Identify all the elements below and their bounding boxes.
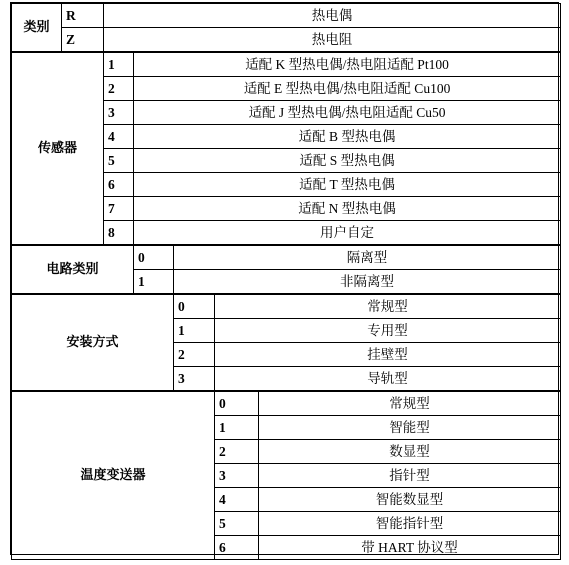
code-cell: 4 [104,125,134,149]
description-cell: 适配 S 型热电偶 [134,149,561,173]
code-cell: 1 [174,319,215,343]
description-cell: 导轨型 [215,367,561,392]
code-cell: R [62,4,104,28]
code-cell: 3 [104,101,134,125]
description-cell: 挂壁型 [215,343,561,367]
description-cell: 常规型 [259,391,561,416]
code-cell: 7 [104,197,134,221]
section-label-installation: 安装方式 [12,294,174,391]
table-row [12,52,561,77]
section-label-category: 类别 [12,4,62,53]
code-cell: 2 [174,343,215,367]
code-cell: 3 [215,464,259,488]
section-label-sensor: 传感器 [12,52,104,245]
description-cell: 常规型 [215,294,561,319]
description-cell: 适配 T 型热电偶 [134,173,561,197]
description-cell: 热电偶 [104,4,561,28]
description-cell: 智能型 [259,416,561,440]
description-cell: 隔离型 [174,245,561,270]
code-cell: 5 [104,149,134,173]
description-cell: 指针型 [259,464,561,488]
description-cell: 非隔离型 [174,270,561,295]
code-cell: 1 [104,52,134,77]
description-cell: 数显型 [259,440,561,464]
description-cell: 适配 J 型热电偶/热电阻适配 Cu50 [134,101,561,125]
description-cell: 智能数显型 [259,488,561,512]
table-row [12,28,561,53]
description-cell: 适配 E 型热电偶/热电阻适配 Cu100 [134,77,561,101]
code-cell: 0 [174,294,215,319]
description-cell: 热电阻 [104,28,561,53]
code-cell: Z [62,28,104,53]
description-cell: 适配 B 型热电偶 [134,125,561,149]
code-cell: 2 [104,77,134,101]
description-cell: 适配 K 型热电偶/热电阻适配 Pt100 [134,52,561,77]
description-cell: 适配 N 型热电偶 [134,197,561,221]
model-code-table-frame [10,2,559,555]
code-cell: 0 [215,391,259,416]
code-cell: 5 [215,512,259,536]
code-cell: 8 [104,221,134,246]
table-row [12,4,561,28]
code-cell: 2 [215,440,259,464]
description-cell: 用户自定 [134,221,561,246]
code-cell: 1 [134,270,174,295]
description-cell: 智能指针型 [259,512,561,536]
code-cell: 4 [215,488,259,512]
description-cell: 带 HART 协议型 [259,536,561,560]
description-cell: 专用型 [215,319,561,343]
section-label-temperature-transmitter: 温度变送器 [12,391,215,560]
section-label-circuit-type: 电路类别 [12,245,134,294]
model-code-table [11,3,561,560]
code-cell: 6 [215,536,259,560]
table-row [12,294,561,319]
code-cell: 0 [134,245,174,270]
code-cell: 6 [104,173,134,197]
table-row [12,391,561,416]
table-row [12,245,561,270]
code-cell: 3 [174,367,215,392]
code-cell: 1 [215,416,259,440]
